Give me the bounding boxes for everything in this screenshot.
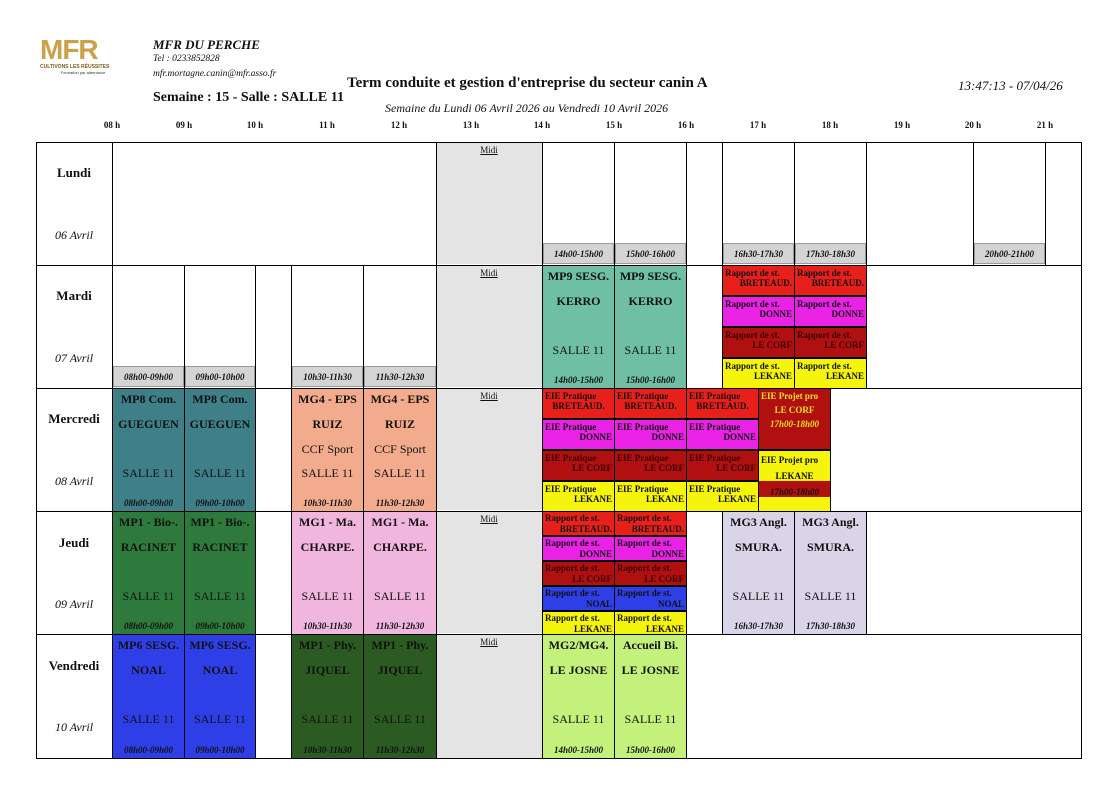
free-slot-time: 11h30-12h30	[364, 366, 436, 387]
day-name: Jeudi	[58, 535, 90, 550]
course-teacher: GUEGUEN	[189, 417, 251, 431]
free-slot-time: 16h30-17h30	[723, 243, 794, 264]
course-note: CCF Sport	[301, 442, 354, 456]
mini-teacher: LEKANE	[645, 494, 684, 504]
mini-label: EIE Pratique	[545, 391, 597, 401]
rapport-stage-donne[interactable]	[542, 536, 615, 561]
mini-label: EIE Pratique	[617, 422, 669, 432]
day-name: Lundi	[57, 165, 91, 180]
rapport-stage-noal[interactable]	[614, 586, 687, 611]
course-teacher: SMURA.	[807, 540, 854, 554]
logo-subtitle: Formation par alternance	[60, 70, 106, 75]
course-room: SALLE 11	[301, 712, 354, 726]
course-time: 14h00-15h00	[553, 745, 603, 755]
mini-teacher: NOAL	[585, 599, 612, 609]
course-teacher: LE JOSNE	[549, 663, 608, 677]
eie-pratique-breteaud[interactable]	[542, 388, 615, 419]
logo-tagline: CULTIVONS LES RÉUSSITES	[40, 64, 110, 70]
free-slot-time: 08h00-09h00	[113, 366, 184, 387]
mini-label: Rapport de st.	[545, 513, 600, 523]
mini-label: Rapport de st.	[617, 538, 672, 548]
rapport-stage-lekane[interactable]	[722, 358, 795, 389]
slot-border	[866, 143, 867, 265]
midi-label: Midi	[480, 391, 498, 401]
course-time: 10h30-11h30	[303, 745, 352, 755]
mini-label: EIE Pratique	[617, 453, 669, 463]
course-room: SALLE 11	[374, 589, 426, 603]
mini-label: EIE Pratique	[545, 453, 597, 463]
course-title: MP6 SESG.	[117, 638, 180, 652]
course-title: MP8 Com.	[120, 392, 177, 406]
mini-teacher: BRETEAUD.	[696, 401, 749, 411]
lunch-block	[436, 143, 542, 264]
eie-projet-lecorf[interactable]	[758, 388, 831, 450]
course-room: SALLE 11	[122, 712, 175, 726]
mini-label: Rapport de st.	[545, 613, 600, 623]
course-teacher: SMURA.	[735, 540, 782, 554]
mini-label: EIE Pratique	[689, 422, 741, 432]
course-block[interactable]	[184, 388, 256, 512]
course-block[interactable]	[363, 511, 437, 635]
course-title: MP1 - Bio-.	[119, 515, 178, 529]
slot-border	[255, 266, 256, 388]
rapport-stage-lekane[interactable]	[794, 358, 867, 389]
course-time: 15h00-16h00	[625, 375, 675, 385]
hour-label: 14 h	[533, 120, 551, 130]
mini-teacher: DONNE	[579, 432, 612, 442]
course-room: SALLE 11	[122, 589, 175, 603]
course-block[interactable]	[291, 634, 364, 759]
course-room: SALLE 11	[301, 589, 354, 603]
course-room: SALLE 11	[732, 589, 785, 603]
mini-teacher: LEKANE	[775, 471, 814, 481]
hour-label: 18 h	[821, 120, 839, 130]
course-room: SALLE 11	[374, 712, 426, 726]
free-slot-time: 14h00-15h00	[543, 243, 614, 264]
course-room: SALLE 11	[301, 466, 354, 480]
course-room: SALLE 11	[374, 466, 426, 480]
print-timestamp: 13:47:13 - 07/04/26	[958, 78, 1063, 93]
course-room: SALLE 11	[624, 343, 677, 357]
rapport-stage-breteaud[interactable]	[722, 265, 795, 296]
course-title: MP9 SESG.	[619, 269, 682, 283]
course-block[interactable]	[614, 634, 687, 759]
rapport-stage-lekane[interactable]	[542, 611, 615, 635]
mini-teacher: BRETEAUD.	[624, 401, 677, 411]
lunch-block	[436, 635, 542, 758]
course-block[interactable]	[184, 634, 256, 759]
mini-label: Rapport de st.	[617, 513, 672, 523]
lunch-block	[436, 266, 542, 387]
course-block[interactable]	[363, 634, 437, 759]
mini-label: EIE Projet pro	[761, 391, 819, 401]
rapport-stage-breteaud[interactable]	[542, 511, 615, 536]
eie-pratique-lekane[interactable]	[542, 481, 615, 512]
eie-pratique-lecorf[interactable]	[614, 450, 687, 481]
course-time: 08h00-09h00	[123, 745, 173, 755]
mini-teacher: LE CORF	[716, 463, 756, 473]
hour-label: 21 h	[1036, 120, 1054, 130]
course-room: SALLE 11	[194, 589, 246, 603]
mini-teacher: LEKANE	[825, 371, 864, 381]
hour-label: 20 h	[964, 120, 982, 130]
slot-border	[1045, 143, 1046, 265]
logo-text: MFR	[40, 34, 98, 65]
course-teacher: KERRO	[628, 294, 673, 308]
mini-label: Rapport de st.	[797, 268, 852, 278]
course-block[interactable]	[291, 511, 364, 635]
mini-label: EIE Pratique	[689, 391, 741, 401]
mini-label: Rapport de st.	[545, 588, 600, 598]
eie-pratique-lekane[interactable]	[614, 481, 687, 512]
course-time: 16h30-17h30	[733, 621, 783, 631]
mini-label: EIE Pratique	[545, 422, 597, 432]
course-room: SALLE 11	[624, 712, 677, 726]
eie-pratique-breteaud[interactable]	[686, 388, 759, 419]
eie-pratique-donne[interactable]	[614, 419, 687, 450]
course-time: 10h30-11h30	[303, 621, 352, 631]
course-title: MP6 SESG.	[189, 638, 251, 652]
mfr-logo	[40, 36, 126, 76]
course-time: 08h00-09h00	[123, 621, 173, 631]
free-slot-time: 15h00-16h00	[615, 243, 686, 264]
school-name: MFR DU PERCHE	[153, 37, 260, 52]
course-teacher: JIQUEL	[305, 663, 350, 677]
course-title: MG4 - EPS	[370, 392, 430, 406]
mini-teacher: BRETEAUD.	[552, 401, 605, 411]
mini-label: EIE Pratique	[689, 484, 741, 494]
course-teacher: NOAL	[131, 663, 166, 677]
course-teacher: CHARPE.	[373, 540, 427, 554]
course-teacher: GUEGUEN	[118, 417, 179, 431]
course-time: 09h00-10h00	[195, 745, 245, 755]
eie-projet-lekane[interactable]	[758, 450, 831, 512]
mini-label: Rapport de st.	[545, 538, 600, 548]
eie-pratique-breteaud[interactable]	[614, 388, 687, 419]
course-teacher: JIQUEL	[377, 663, 423, 677]
course-teacher: CHARPE.	[300, 540, 355, 554]
mini-label: Rapport de st.	[797, 361, 852, 371]
hour-label: 16 h	[677, 120, 695, 130]
course-time: 11h30-12h30	[375, 745, 425, 755]
mini-label: EIE Pratique	[617, 391, 669, 401]
course-title: MG3 Angl.	[802, 515, 859, 529]
eie-pratique-donne[interactable]	[542, 419, 615, 450]
day-date: 07 Avril	[54, 351, 94, 365]
course-time: 14h00-15h00	[553, 375, 603, 385]
rapport-stage-donne[interactable]	[722, 296, 795, 327]
course-title: MP9 SESG.	[547, 269, 610, 283]
mini-label: EIE Pratique	[545, 484, 597, 494]
course-block[interactable]	[112, 388, 185, 512]
day-name: Vendredi	[48, 658, 100, 673]
course-title: MG4 - EPS	[298, 392, 357, 406]
mini-teacher: BRETEAUD.	[811, 278, 864, 288]
mini-label: Rapport de st.	[725, 361, 780, 371]
hour-label: 19 h	[893, 120, 911, 130]
course-time: 10h30-11h30	[303, 498, 352, 508]
mini-teacher: LE CORF	[572, 574, 612, 584]
course-block[interactable]	[112, 511, 185, 635]
slot-border	[436, 266, 437, 388]
midi-label: Midi	[480, 268, 498, 278]
mini-label: Rapport de st.	[797, 330, 852, 340]
course-room: SALLE 11	[194, 466, 246, 480]
course-room: SALLE 11	[552, 343, 605, 357]
rapport-stage-breteaud[interactable]	[614, 511, 687, 536]
mini-teacher: LEKANE	[573, 624, 612, 634]
day-date: 10 Avril	[54, 720, 94, 734]
course-block[interactable]	[794, 511, 867, 635]
course-block[interactable]	[614, 265, 687, 389]
rapport-stage-noal[interactable]	[542, 586, 615, 611]
course-teacher: RACINET	[120, 540, 177, 554]
mini-label: Rapport de st.	[617, 613, 672, 623]
free-slot-time: 20h00-21h00	[974, 243, 1045, 264]
mini-teacher: DONNE	[723, 432, 756, 442]
course-block[interactable]	[363, 388, 437, 512]
day-date: 06 Avril	[54, 228, 94, 242]
course-teacher: RUIZ	[384, 417, 415, 431]
hour-label: 10 h	[246, 120, 264, 130]
mini-teacher: LE CORF	[752, 340, 792, 350]
course-block[interactable]	[722, 511, 795, 635]
course-teacher: NOAL	[202, 663, 238, 677]
course-room: SALLE 11	[194, 712, 246, 726]
course-title: Accueil Bi.	[622, 638, 679, 652]
hour-label: 15 h	[605, 120, 623, 130]
mini-label: Rapport de st.	[725, 299, 780, 309]
free-slot-time: 17h30-18h30	[795, 243, 866, 264]
eie-pratique-lecorf[interactable]	[686, 450, 759, 481]
mini-teacher: LE CORF	[572, 463, 612, 473]
day-date: 08 Avril	[54, 474, 94, 488]
course-title: MG3 Angl.	[730, 515, 787, 529]
eie-pratique-lecorf[interactable]	[542, 450, 615, 481]
rapport-stage-donne[interactable]	[794, 296, 867, 327]
day-name: Mercredi	[48, 411, 100, 426]
school-phone: Tel : 0233852828	[153, 54, 220, 64]
course-time: 09h00-10h00	[195, 498, 245, 508]
course-time: 17h30-18h30	[805, 621, 855, 631]
hour-label: 17 h	[749, 120, 767, 130]
mini-label: Rapport de st.	[797, 299, 852, 309]
course-block[interactable]	[291, 388, 364, 512]
rapport-stage-donne[interactable]	[614, 536, 687, 561]
mini-label: EIE Projet pro	[761, 455, 819, 465]
lunch-block	[436, 389, 542, 510]
course-title: MP1 - Phy.	[371, 638, 429, 652]
midi-label: Midi	[480, 637, 498, 647]
mini-time: 17h00-18h00	[759, 481, 830, 497]
hour-label: 13 h	[462, 120, 480, 130]
course-room: SALLE 11	[804, 589, 857, 603]
mini-teacher: DONNE	[651, 549, 684, 559]
rapport-stage-lecorf[interactable]	[614, 561, 687, 586]
course-time: 11h30-12h30	[375, 498, 425, 508]
course-teacher: LE JOSNE	[621, 663, 680, 677]
course-time: 08h00-09h00	[123, 498, 173, 508]
course-teacher: KERRO	[556, 294, 601, 308]
rapport-stage-breteaud[interactable]	[794, 265, 867, 296]
course-teacher: RACINET	[192, 540, 248, 554]
mini-teacher: LE CORF	[824, 340, 864, 350]
mini-teacher: NOAL	[657, 599, 684, 609]
mini-teacher: LEKANE	[645, 624, 684, 634]
mini-teacher: BRETEAUD.	[559, 524, 612, 534]
course-block[interactable]	[112, 634, 185, 759]
midi-label: Midi	[480, 145, 498, 155]
course-title: MG1 - Ma.	[299, 515, 356, 529]
midi-label: Midi	[480, 514, 498, 524]
rapport-stage-lecorf[interactable]	[794, 327, 867, 358]
mini-label: Rapport de st.	[545, 563, 600, 573]
course-time: 15h00-16h00	[625, 745, 675, 755]
mini-label: EIE Pratique	[689, 453, 741, 463]
mini-teacher: DONNE	[651, 432, 684, 442]
mini-teacher: LE CORF	[644, 463, 684, 473]
day-date: 09 Avril	[54, 597, 94, 611]
course-block[interactable]	[542, 265, 615, 389]
mini-teacher: BRETEAUD.	[739, 278, 792, 288]
course-note: CCF Sport	[374, 442, 426, 456]
mini-teacher: DONNE	[759, 309, 792, 319]
free-slot-time: 09h00-10h00	[185, 366, 255, 387]
mini-label: Rapport de st.	[617, 563, 672, 573]
mini-teacher: LE CORF	[774, 405, 815, 415]
mini-teacher: LE CORF	[644, 574, 684, 584]
course-title: MG1 - Ma.	[371, 515, 429, 529]
slot-border	[436, 143, 437, 265]
hour-label: 12 h	[390, 120, 408, 130]
lunch-block	[436, 512, 542, 633]
mini-label: Rapport de st.	[725, 330, 780, 340]
school-email[interactable]: mfr.mortagne.canin@mfr.asso.fr	[153, 69, 277, 79]
rapport-stage-lecorf[interactable]	[542, 561, 615, 586]
eie-pratique-donne[interactable]	[686, 419, 759, 450]
mini-teacher: BRETEAUD.	[631, 524, 684, 534]
course-title: MP8 Com.	[192, 392, 248, 406]
mini-label: EIE Pratique	[617, 484, 669, 494]
mini-teacher: LEKANE	[753, 371, 792, 381]
eie-pratique-lekane[interactable]	[686, 481, 759, 512]
schedule-subtitle: Semaine du Lundi 06 Avril 2026 au Vendredi 10 Avril 2026	[385, 101, 669, 115]
course-teacher: RUIZ	[312, 417, 343, 431]
course-block[interactable]	[184, 511, 256, 635]
free-slot-time: 10h30-11h30	[292, 366, 363, 387]
week-room-label: Semaine : 15 - Salle : SALLE 11	[153, 90, 344, 105]
course-title: MP1 - Bio-.	[190, 515, 250, 529]
rapport-stage-lekane[interactable]	[614, 611, 687, 635]
day-name: Mardi	[56, 288, 92, 303]
course-time: 11h30-12h30	[375, 621, 425, 631]
mini-time: 17h00-18h00	[769, 419, 819, 429]
mini-teacher: LEKANE	[717, 494, 756, 504]
hour-label: 08 h	[103, 120, 121, 130]
course-time: 09h00-10h00	[195, 621, 245, 631]
slot-border	[686, 143, 687, 265]
mini-teacher: DONNE	[831, 309, 864, 319]
course-room: SALLE 11	[552, 712, 605, 726]
rapport-stage-lecorf[interactable]	[722, 327, 795, 358]
course-room: SALLE 11	[122, 466, 175, 480]
mini-teacher: DONNE	[579, 549, 612, 559]
hour-label: 11 h	[319, 120, 335, 130]
course-title: MG2/MG4.	[548, 638, 609, 652]
mini-label: Rapport de st.	[617, 588, 672, 598]
course-block[interactable]	[542, 634, 615, 759]
course-title: MP1 - Phy.	[299, 638, 356, 652]
schedule-title: Term conduite et gestion d'entreprise du secteur canin A	[347, 75, 708, 91]
mini-teacher: LEKANE	[573, 494, 612, 504]
mini-label: Rapport de st.	[725, 268, 780, 278]
hour-label: 09 h	[175, 120, 193, 130]
